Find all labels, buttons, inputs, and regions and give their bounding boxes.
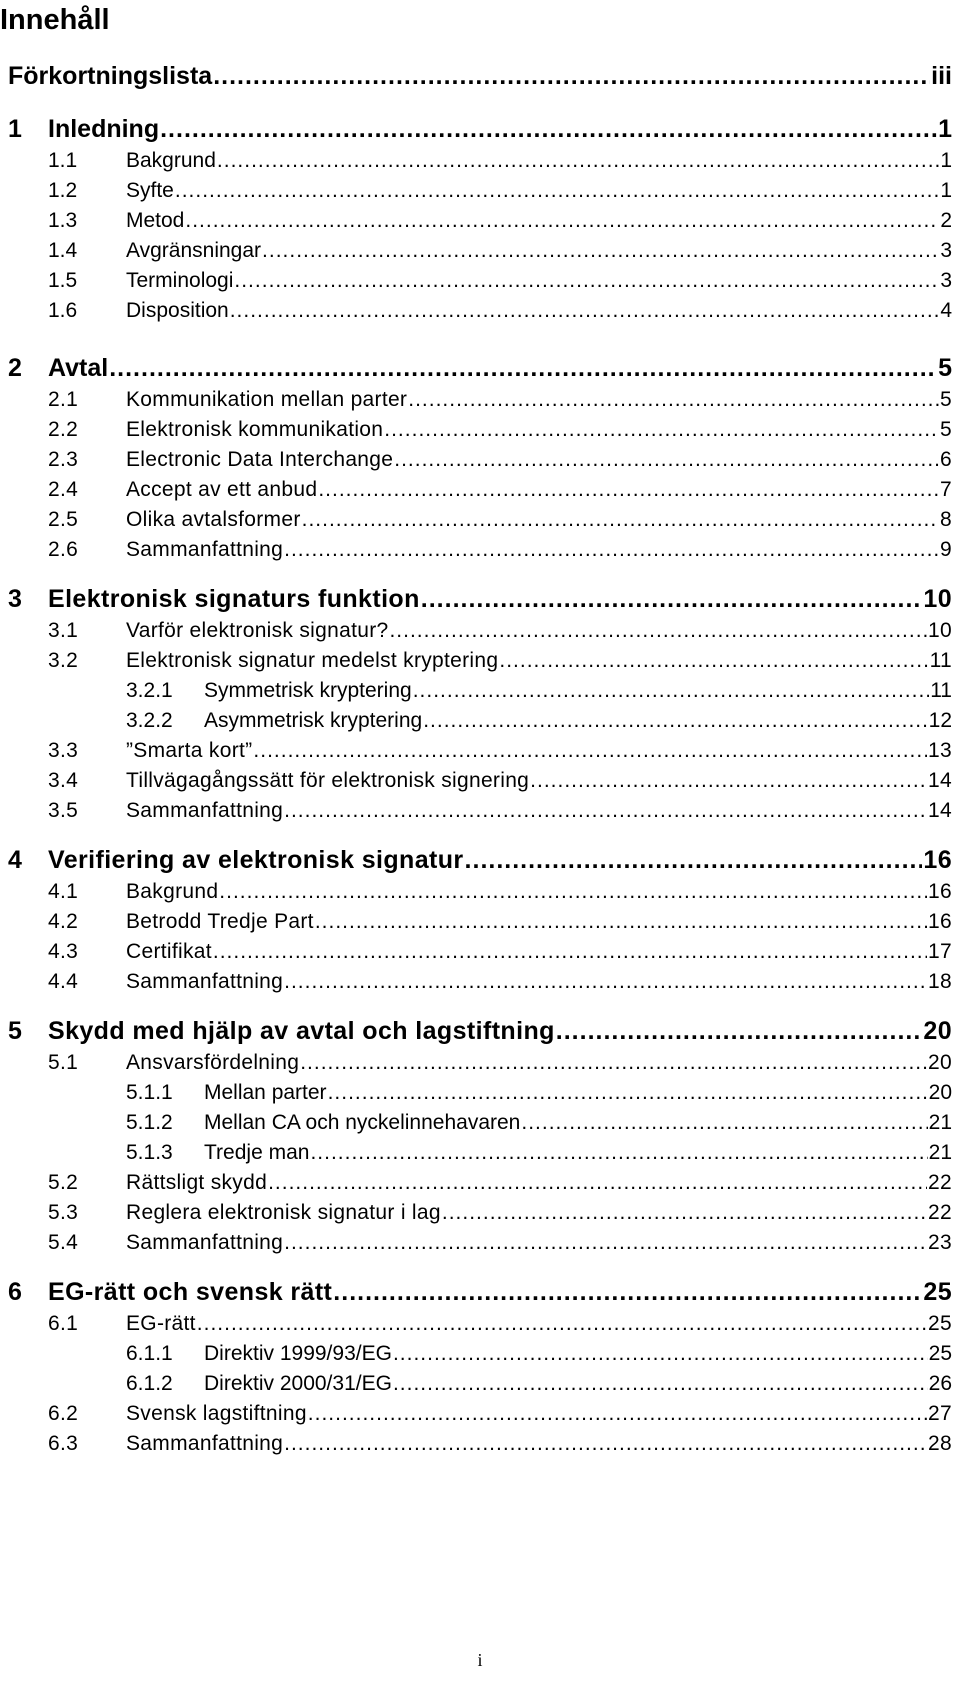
toc-entry[interactable]	[8, 350, 952, 386]
toc-entry-page-number: 7	[940, 478, 952, 501]
toc-entry[interactable]	[48, 385, 952, 415]
toc-entry-page-number: 8	[940, 508, 952, 531]
toc-entry-title: Direktiv 1999/93/EG	[204, 1342, 392, 1365]
toc-entry-page-number: 6	[940, 448, 952, 471]
toc-entry[interactable]	[48, 146, 952, 176]
toc-entry[interactable]	[48, 206, 952, 236]
dot-leader	[284, 796, 927, 826]
dot-leader	[394, 445, 939, 475]
dot-leader	[333, 1274, 922, 1310]
toc-entry-page-number: 2	[940, 209, 952, 232]
toc-entry-title: EG-rätt och svensk rätt	[48, 1278, 333, 1306]
toc-entry[interactable]	[126, 1369, 952, 1399]
toc-entry-page-number: 16	[928, 910, 952, 933]
dot-leader	[499, 646, 928, 676]
toc-entry-title: Sammanfattning	[126, 970, 284, 993]
toc-entry-page-number: 12	[928, 709, 952, 732]
toc-entry[interactable]	[126, 706, 952, 736]
toc-entry-page-number: 10	[923, 585, 952, 613]
toc-entry-title: Sammanfattning	[126, 799, 284, 822]
dot-leader	[384, 415, 939, 445]
toc-entry[interactable]	[126, 1078, 952, 1108]
toc-entry[interactable]	[48, 766, 952, 796]
dot-leader	[213, 937, 927, 967]
toc-entry-title: Elektronisk kommunikation	[126, 418, 384, 441]
dot-leader	[300, 1048, 927, 1078]
dot-leader	[530, 766, 927, 796]
toc-entry-title: Elektronisk signatur medelst kryptering	[126, 649, 499, 672]
toc-entry[interactable]	[48, 445, 952, 475]
toc-entry-number: 5.1.3	[126, 1141, 173, 1164]
toc-entry-title: Förkortningslista	[8, 62, 213, 90]
toc-entry-number: 5.1.2	[126, 1111, 173, 1134]
dot-leader	[262, 236, 939, 266]
toc-entry[interactable]	[48, 236, 952, 266]
toc-entry[interactable]	[8, 581, 952, 617]
toc-entry-number: 3.5	[48, 799, 79, 822]
toc-entry-title: Asymmetrisk kryptering	[204, 709, 423, 732]
dot-leader	[328, 1078, 928, 1108]
toc-entry-title: ”Smarta kort”	[126, 739, 253, 762]
dot-leader	[230, 296, 940, 326]
dot-leader	[213, 58, 930, 94]
dot-leader	[318, 475, 939, 505]
dot-leader	[308, 1399, 927, 1429]
toc-entry-page-number: 16	[928, 880, 952, 903]
toc-entry-title: Mellan parter	[204, 1081, 327, 1104]
toc-entry-page-number: 20	[923, 1017, 952, 1045]
toc-entry-page-number: 11	[930, 679, 952, 702]
dot-leader	[556, 1013, 923, 1049]
toc-entry-number: 3.3	[48, 739, 79, 762]
toc-entry-title: Tillvägagångssätt för elektronisk signering	[126, 769, 530, 792]
toc-entry-page-number: 20	[928, 1051, 952, 1074]
toc-entry[interactable]	[48, 907, 952, 937]
toc-entry-title: Metod	[126, 209, 185, 232]
toc-entry-number: 5.3	[48, 1201, 79, 1224]
dot-leader	[393, 1369, 928, 1399]
dot-leader	[284, 967, 927, 997]
toc-entry-page-number: 3	[940, 269, 952, 292]
toc-entry-title: Sammanfattning	[126, 1432, 284, 1455]
toc-entry-number: 5.4	[48, 1231, 79, 1254]
toc-entry-page-number: 5	[940, 388, 952, 411]
toc-entry-page-number: 14	[928, 769, 952, 792]
toc-entry[interactable]	[48, 796, 952, 826]
toc-entry-number: 1.5	[48, 269, 78, 292]
page-title: Innehåll	[0, 4, 110, 36]
toc-entry-number: 4.1	[48, 880, 79, 903]
toc-entry-page-number: 25	[928, 1312, 952, 1335]
toc-entry-number: 3.2.2	[126, 709, 173, 732]
toc-entry-page-number: 21	[928, 1141, 952, 1164]
dot-leader	[393, 1339, 928, 1369]
toc-entry[interactable]	[48, 877, 952, 907]
toc-entry-page-number: 22	[928, 1201, 952, 1224]
toc-entry-number: 3	[8, 585, 23, 613]
dot-leader	[197, 1309, 927, 1339]
toc-entry[interactable]	[48, 937, 952, 967]
toc-entry-page-number: 3	[940, 239, 952, 262]
toc-entry[interactable]	[126, 1339, 952, 1369]
toc-entry[interactable]	[8, 842, 952, 878]
toc-entry-page-number: 21	[928, 1111, 952, 1134]
toc-entry-title: Syfte	[126, 179, 174, 202]
toc-entry-number: 3.4	[48, 769, 79, 792]
toc-entry-number: 2.1	[48, 388, 79, 411]
toc-entry-title: Bakgrund	[126, 149, 216, 172]
toc-entry[interactable]	[8, 58, 952, 94]
toc-entry[interactable]	[126, 1138, 952, 1168]
toc-entry[interactable]	[48, 1309, 952, 1339]
toc-entry-title: Kommunikation mellan parter	[126, 388, 408, 411]
toc-entry-title: Skydd med hjälp av avtal och lagstiftning	[48, 1017, 555, 1045]
toc-entry-title: Tredje man	[204, 1141, 310, 1164]
toc-entry-page-number: 5	[940, 418, 952, 441]
dot-leader	[408, 385, 939, 415]
toc-entry[interactable]	[48, 266, 952, 296]
toc-entry-title: Betrodd Tredje Part	[126, 910, 314, 933]
toc-entry-number: 2.2	[48, 418, 79, 441]
dot-leader	[185, 206, 939, 236]
toc-entry-title: Avgränsningar	[126, 239, 262, 262]
toc-entry-title: Direktiv 2000/31/EG	[204, 1372, 392, 1395]
toc-entry-page-number: 5	[938, 354, 952, 382]
toc-entry-title: Reglera elektronisk signatur i lag	[126, 1201, 441, 1224]
toc-entry-page-number: 1	[938, 115, 952, 143]
toc-entry-title: Bakgrund	[126, 880, 219, 903]
toc-entry-number: 3.2.1	[126, 679, 173, 702]
dot-leader	[413, 676, 929, 706]
toc-entry[interactable]	[48, 1168, 952, 1198]
dot-leader	[389, 616, 927, 646]
dot-leader	[109, 350, 937, 386]
toc-entry-number: 3.1	[48, 619, 79, 642]
dot-leader	[219, 877, 927, 907]
toc-entry-title: Sammanfattning	[126, 1231, 284, 1254]
toc-entry[interactable]	[48, 505, 952, 535]
toc-entry[interactable]	[48, 646, 952, 676]
toc-entry-number: 1	[8, 115, 22, 143]
toc-entry-page-number: 26	[928, 1372, 952, 1395]
toc-entry[interactable]	[126, 1108, 952, 1138]
toc-entry-title: Accept av ett anbud	[126, 478, 318, 501]
toc-entry-page-number: 23	[928, 1231, 952, 1254]
dot-leader	[217, 146, 939, 176]
toc-entry-page-number: 27	[928, 1402, 952, 1425]
toc-entry-title: Terminologi	[126, 269, 234, 292]
dot-leader	[284, 535, 939, 565]
dot-leader	[315, 907, 927, 937]
toc-entry[interactable]	[48, 1228, 952, 1258]
toc-entry-title: Verifiering av elektronisk signatur	[48, 846, 464, 874]
toc-entry-page-number: 22	[928, 1171, 952, 1194]
page-number-footer: i	[477, 1650, 483, 1670]
toc-entry-title: Electronic Data Interchange	[126, 448, 394, 471]
toc-entry-title: Ansvarsfördelning	[126, 1051, 300, 1074]
toc-entry-page-number: 18	[928, 970, 952, 993]
toc-entry-number: 2.5	[48, 508, 79, 531]
toc-entry-number: 1.3	[48, 209, 78, 232]
toc-entry-number: 1.6	[48, 299, 78, 322]
toc-entry[interactable]	[48, 535, 952, 565]
dot-leader	[465, 842, 923, 878]
toc-entry[interactable]	[48, 616, 952, 646]
toc-entry-page-number: 17	[928, 940, 952, 963]
toc-entry-title: Disposition	[126, 299, 229, 322]
dot-leader	[284, 1228, 927, 1258]
toc-entry-page-number: 10	[928, 619, 952, 642]
toc-entry-title: Elektronisk signaturs funktion	[48, 585, 420, 613]
toc-entry-page-number: 1	[940, 179, 952, 202]
toc-entry-title: Avtal	[48, 354, 109, 382]
toc-entry-number: 5.1.1	[126, 1081, 173, 1104]
toc-entry-number: 5.2	[48, 1171, 79, 1194]
toc-entry-title: Mellan CA och nyckelinnehavaren	[204, 1111, 521, 1134]
toc-entry-page-number: 1	[940, 149, 952, 172]
toc-entry-page-number: 25	[923, 1278, 952, 1306]
toc-entry-page-number: 14	[928, 799, 952, 822]
toc-entry-number: 6	[8, 1278, 23, 1306]
toc-entry-number: 4	[8, 846, 23, 874]
toc-entry-number: 4.3	[48, 940, 79, 963]
toc-entry-number: 2.3	[48, 448, 79, 471]
toc-entry-number: 6.2	[48, 1402, 79, 1425]
toc-entry[interactable]	[48, 1399, 952, 1429]
toc-entry-title: Varför elektronisk signatur?	[126, 619, 389, 642]
toc-entry-page-number: 13	[928, 739, 952, 762]
toc-entry-number: 5.1	[48, 1051, 79, 1074]
toc-entry-number: 4.2	[48, 910, 79, 933]
toc-entry-number: 4.4	[48, 970, 79, 993]
toc-entry-title: Olika avtalsformer	[126, 508, 301, 531]
toc-entry-title: Svensk lagstiftning	[126, 1402, 307, 1425]
toc-entry[interactable]	[48, 1198, 952, 1228]
dot-leader	[310, 1138, 927, 1168]
toc-entry-number: 1.2	[48, 179, 78, 202]
toc-entry-number: 6.1.1	[126, 1342, 173, 1365]
toc-entry-page-number: 16	[923, 846, 952, 874]
toc-entry-number: 1.1	[48, 149, 78, 172]
toc-entry[interactable]	[8, 1274, 952, 1310]
toc-entry[interactable]	[8, 1013, 952, 1049]
dot-leader	[302, 505, 939, 535]
toc-entry-title: Certifikat	[126, 940, 212, 963]
toc-entry-title: Inledning	[48, 115, 160, 143]
toc-entry[interactable]	[48, 415, 952, 445]
toc-entry-title: EG-rätt	[126, 1312, 196, 1335]
dot-leader	[521, 1108, 927, 1138]
toc-entry[interactable]	[48, 296, 952, 326]
toc-entry[interactable]	[48, 1429, 952, 1459]
toc-entry-page-number: 11	[929, 649, 952, 672]
toc-entry-number: 6.1	[48, 1312, 79, 1335]
toc-entry-number: 3.2	[48, 649, 79, 672]
dot-leader	[234, 266, 939, 296]
toc-entry[interactable]	[48, 967, 952, 997]
toc-entry-page-number: 4	[940, 299, 952, 322]
dot-leader	[421, 581, 923, 617]
toc-entry-page-number: 28	[928, 1432, 952, 1455]
toc-entry[interactable]	[48, 1048, 952, 1078]
toc-entry-number: 5	[8, 1017, 23, 1045]
toc-entry[interactable]	[48, 176, 952, 206]
toc-entry-number: 6.3	[48, 1432, 79, 1455]
dot-leader	[268, 1168, 927, 1198]
dot-leader	[284, 1429, 927, 1459]
toc-entry-number: 6.1.2	[126, 1372, 173, 1395]
dot-leader	[423, 706, 927, 736]
toc-entry[interactable]	[8, 111, 952, 147]
dot-leader	[442, 1198, 927, 1228]
toc-entry-number: 2	[8, 354, 22, 382]
toc-entry-title: Symmetrisk kryptering	[204, 679, 412, 702]
toc-entry-page-number: iii	[931, 62, 952, 90]
toc-entry-title: Rättsligt skydd	[126, 1171, 268, 1194]
toc-entry-number: 2.6	[48, 538, 79, 561]
toc-entry[interactable]	[126, 676, 952, 706]
toc-entry[interactable]	[48, 736, 952, 766]
toc-entry[interactable]	[48, 475, 952, 505]
toc-entry-page-number: 20	[928, 1081, 952, 1104]
toc-entry-page-number: 9	[940, 538, 952, 561]
dot-leader	[175, 176, 939, 206]
toc-entry-title: Sammanfattning	[126, 538, 284, 561]
dot-leader	[253, 736, 927, 766]
toc-entry-number: 2.4	[48, 478, 79, 501]
dot-leader	[160, 111, 937, 147]
toc-entry-number: 1.4	[48, 239, 78, 262]
toc-entry-page-number: 25	[928, 1342, 952, 1365]
